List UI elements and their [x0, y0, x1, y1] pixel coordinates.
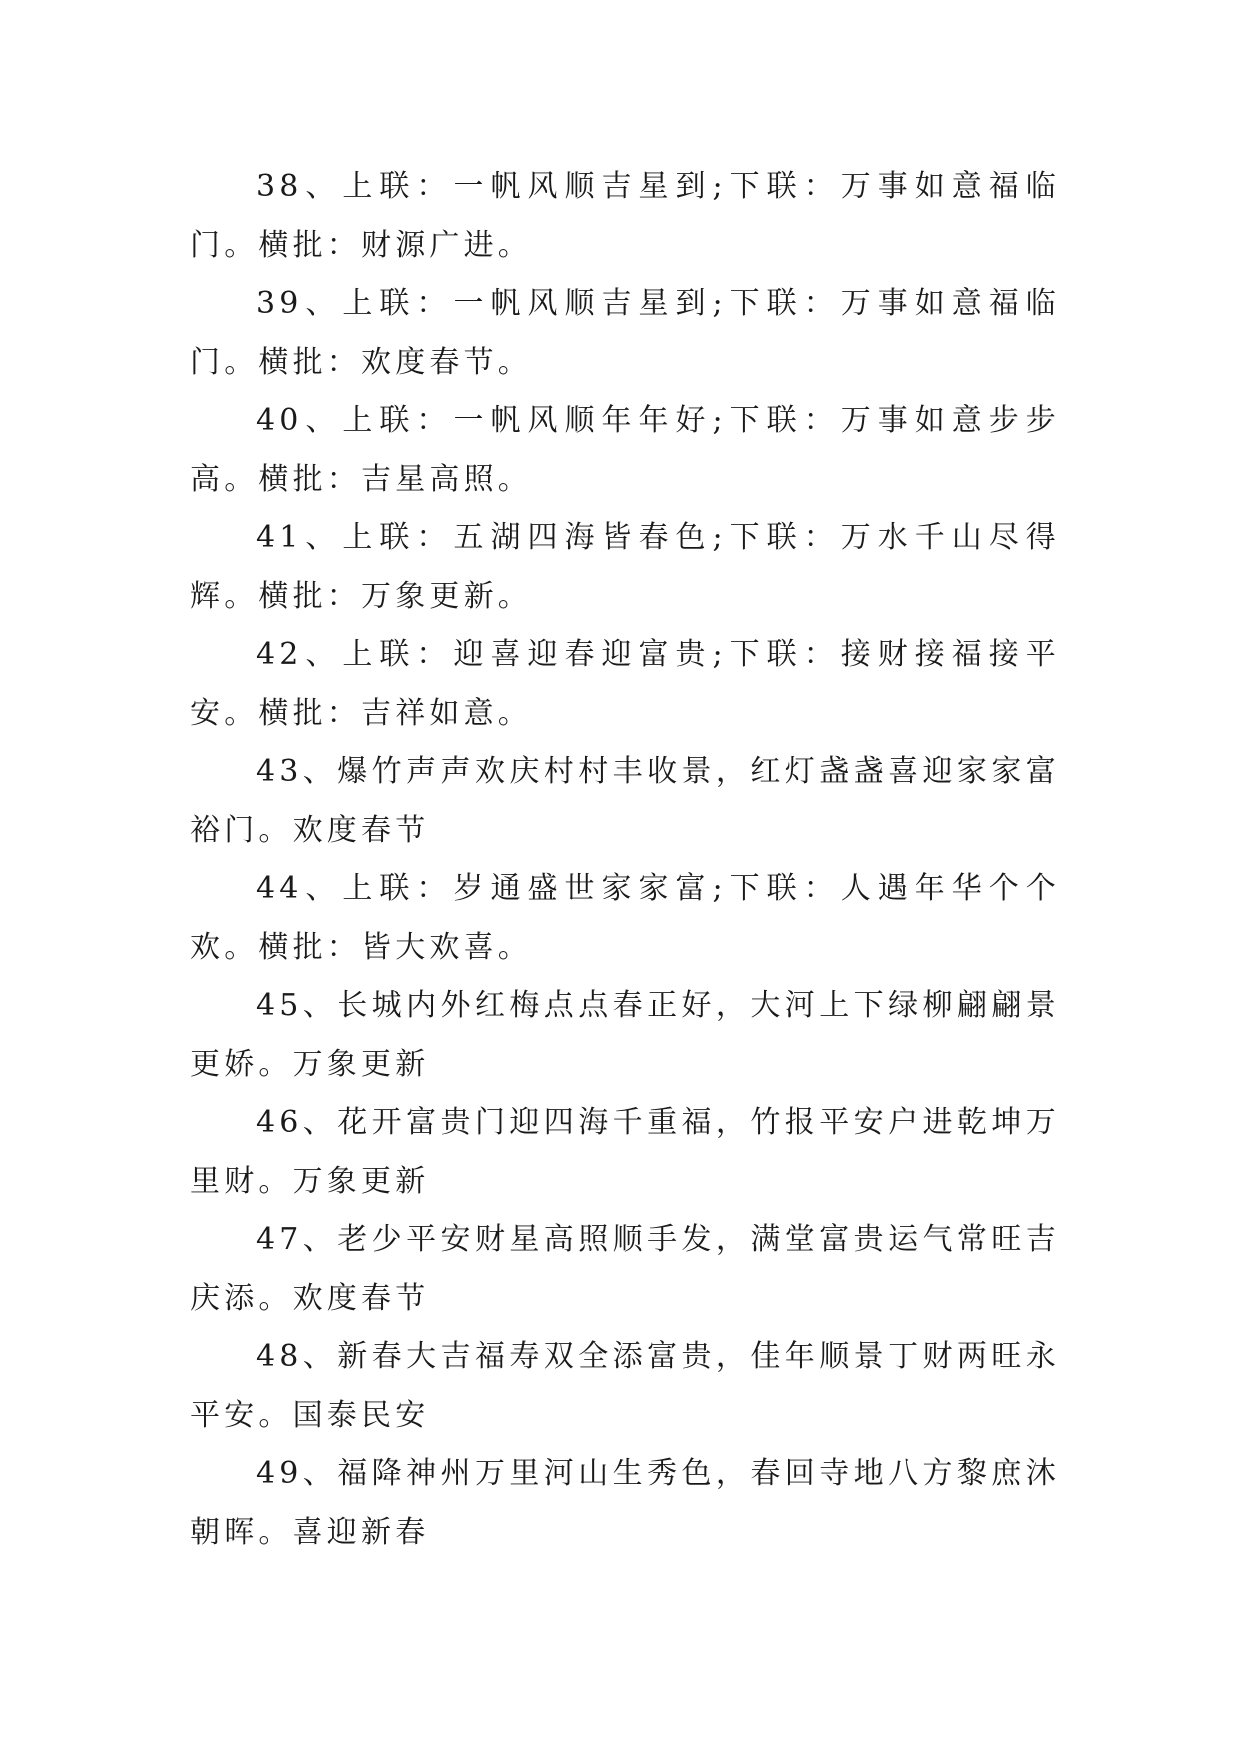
couplet-49: 49、福降神州万里河山生秀色，春回寺地八方黎庶沐朝晖。喜迎新春 — [190, 1456, 1060, 1550]
couplet-48: 48、新春大吉福寿双全添富贵，佳年顺景丁财两旺永平安。国泰民安 — [190, 1339, 1060, 1433]
couplet-47: 47、老少平安财星高照顺手发，满堂富贵运气常旺吉庆添。欢度春节 — [190, 1222, 1060, 1316]
couplet-43: 43、爆竹声声欢庆村村丰收景，红灯盏盏喜迎家家富裕门。欢度春节 — [190, 754, 1060, 848]
couplet-45: 45、长城内外红梅点点春正好，大河上下绿柳翩翩景更娇。万象更新 — [190, 988, 1060, 1082]
couplet-46: 46、花开富贵门迎四海千重福，竹报平安户进乾坤万里财。万象更新 — [190, 1105, 1060, 1199]
couplet-38: 38、上联：一帆风顺吉星到;下联：万事如意福临门。横批：财源广进。 — [190, 169, 1060, 263]
couplet-44: 44、上联：岁通盛世家家富;下联：人遇年华个个欢。横批：皆大欢喜。 — [190, 871, 1060, 965]
couplet-39: 39、上联：一帆风顺吉星到;下联：万事如意福临门。横批：欢度春节。 — [190, 286, 1060, 380]
couplet-40: 40、上联：一帆风顺年年好;下联：万事如意步步高。横批：吉星高照。 — [190, 403, 1060, 497]
couplet-42: 42、上联：迎喜迎春迎富贵;下联：接财接福接平安。横批：吉祥如意。 — [190, 637, 1060, 731]
couplet-41: 41、上联：五湖四海皆春色;下联：万水千山尽得辉。横批：万象更新。 — [190, 520, 1060, 614]
couplet-list — [190, 158, 1060, 1562]
